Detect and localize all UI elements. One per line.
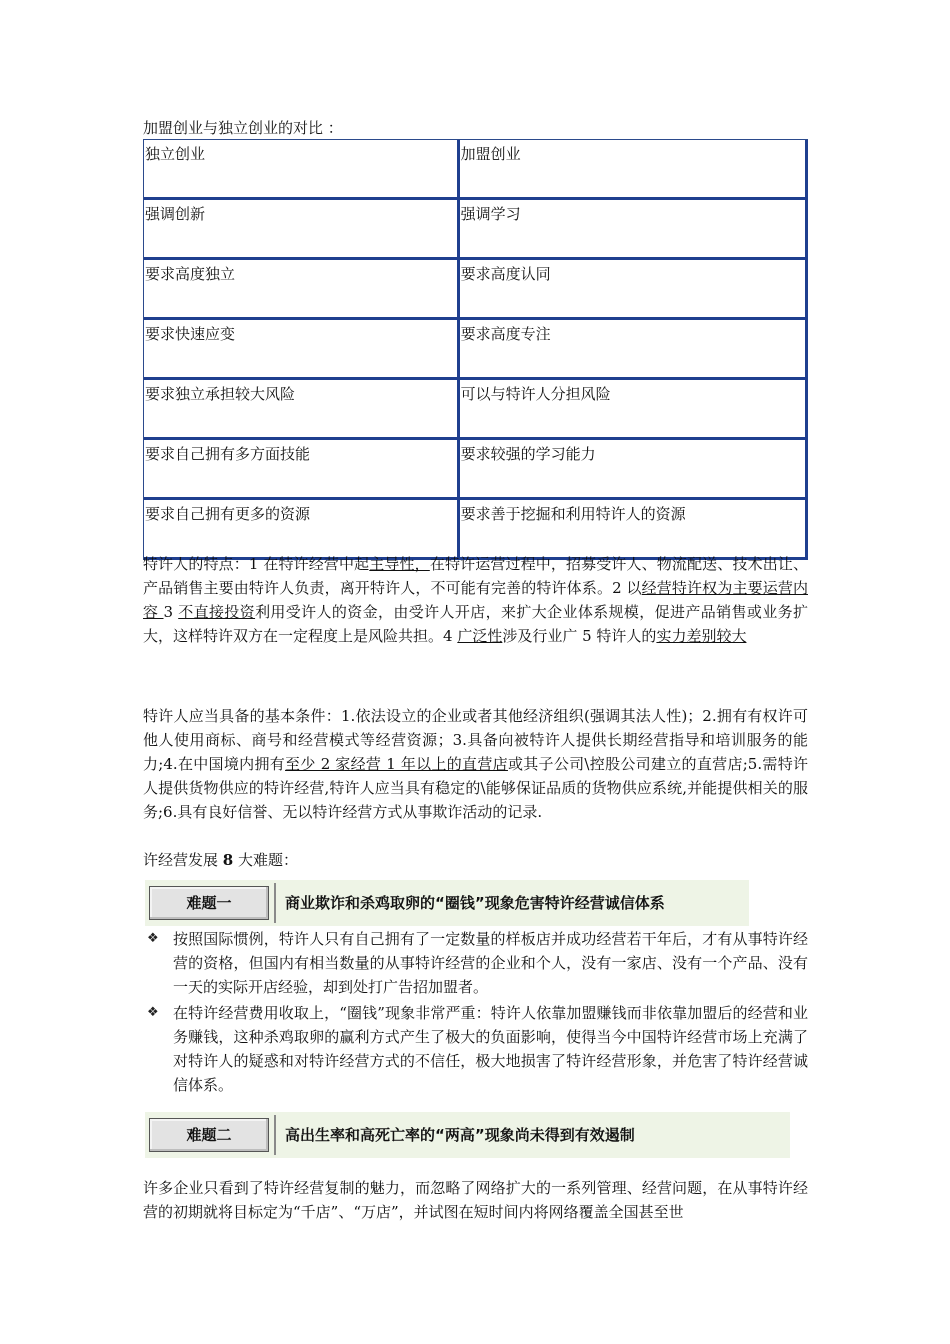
problem-label: 难题一 — [149, 886, 269, 920]
text-run: 涉及行业广 5 特许人的 — [502, 627, 657, 645]
table-row — [144, 320, 808, 380]
list-item-text: 在特许经营费用收取上，“圈钱”现象非常严重：特许人依靠加盟赚钱而非依靠加盟后的经营和业务赚钱，这种杀鸡取卵的赢利方式产生了极大的负面影响，使得当今中国特许经营市场上充满了对特许人的疑惑和对特许经营方式的不信任，极大地损害了特许经营形象，并危害了特许经营诚信体系。 — [173, 1004, 808, 1094]
text-run: 在特许运营过程中，招募受许人、物流配送、技术出让、产品销售主要由特许人负责，离开特许人，不可能有完善的特许体系。2 以 — [143, 555, 808, 597]
table-cell: 加盟创业 — [460, 140, 808, 200]
table-cell: 可以与特许人分担风险 — [460, 380, 808, 440]
comparison-table — [143, 139, 808, 560]
list-item-text: 按照国际惯例，特许人只有自己拥有了一定数量的样板店并成功经营若干年后，才有从事特许经营的资格，但国内有相当数量的从事特许经营的企业和个人，没有一家店、没有一个产品、没有一天的实际开店经验，却到处打广告招加盟者。 — [173, 930, 808, 996]
underlined-term: 不直接投资 — [178, 603, 256, 621]
table-cell: 要求较强的学习能力 — [460, 440, 808, 500]
problem-label: 难题二 — [149, 1118, 269, 1152]
banner-divider — [274, 883, 276, 923]
problem-title: 高出生率和高死亡率的“两高”现象尚未得到有效遏制 — [285, 1126, 635, 1144]
table-cell: 要求自己拥有多方面技能 — [144, 440, 460, 500]
table-cell: 独立创业 — [144, 140, 460, 200]
table-row — [144, 140, 808, 200]
table-cell: 要求高度认同 — [460, 260, 808, 320]
problem-two-banner — [145, 1112, 790, 1158]
text-run: 大难题： — [233, 851, 298, 869]
table-cell: 要求快速应变 — [144, 320, 460, 380]
table-row — [144, 380, 808, 440]
text-run: 许经营发展 — [143, 851, 223, 869]
diamond-bullet-icon: ❖ — [147, 931, 159, 946]
underlined-term: 广泛性 — [457, 627, 503, 645]
table-cell: 要求善于挖掘和利用特许人的资源 — [460, 500, 808, 560]
problem-two-paragraph: 许多企业只看到了特许经营复制的魅力，而忽略了网络扩大的一系列管理、经营问题，在从事特许经营的初期就将目标定为“千店”、“万店”，并试图在短时间内将网络覆盖全国甚至世 — [143, 1179, 808, 1221]
banner-divider — [274, 1115, 276, 1155]
text-run: 或其子公司\控股公司建立的直营店;5.需特许人提供货物供应的特许经营,特许人应当具有稳定的\能够保证品质的货物供应系统,并能提供相关的服务;6.具有良好信誉、无以特许经营方式从事欺诈活动的记录. — [143, 755, 809, 821]
table-row — [144, 440, 808, 500]
text-run: 3 — [163, 603, 179, 621]
table-cell: 要求独立承担较大风险 — [144, 380, 460, 440]
problem-title: 商业欺诈和杀鸡取卵的“圈钱”现象危害特许经营诚信体系 — [285, 894, 665, 912]
underlined-term: 经营特许权为主要运营内容 — [143, 579, 808, 621]
underlined-term: 主导性， — [369, 555, 430, 573]
text-run: 特许人的特点：1 在特许经营中起 — [143, 555, 370, 573]
franchisor-features-paragraph — [143, 552, 808, 648]
table-cell: 强调创新 — [144, 200, 460, 260]
underlined-term: 实力差别较大 — [656, 627, 747, 645]
table-row — [144, 500, 808, 560]
table-caption: 加盟创业与独立创业的对比 ： — [143, 119, 343, 137]
table-cell: 要求自己拥有更多的资源 — [144, 500, 460, 560]
table-row — [144, 200, 808, 260]
table-cell: 强调学习 — [460, 200, 808, 260]
underlined-term: 至少 2 家经营 1 年以上的直营店 — [285, 755, 508, 773]
text-run: 特许人应当具备的基本条件：1.依法设立的企业或者其他经济组织(强调其法人性)；2.拥有有权许可他人使用商标、商号和经营模式等经营资源；3.具备向被特许人提供长期经营指导和培训服务的能力;4.在中国境内拥有 — [143, 707, 808, 773]
text-run: 利用受许人的资金，由受许人开店，来扩大企业体系规模，促进产品销售或业务扩大，这样特许双方在一定程度上是风险共担。4 — [143, 603, 808, 645]
franchisor-conditions-paragraph — [143, 704, 808, 824]
list-item — [143, 1001, 808, 1097]
diamond-bullet-icon: ❖ — [147, 1005, 159, 1020]
problem-one-banner — [145, 880, 749, 926]
table-cell: 要求高度专注 — [460, 320, 808, 380]
list-item — [143, 927, 808, 999]
problems-heading — [143, 848, 808, 872]
table-cell: 要求高度独立 — [144, 260, 460, 320]
table-row — [144, 260, 808, 320]
problems-count: 8 — [222, 851, 234, 869]
